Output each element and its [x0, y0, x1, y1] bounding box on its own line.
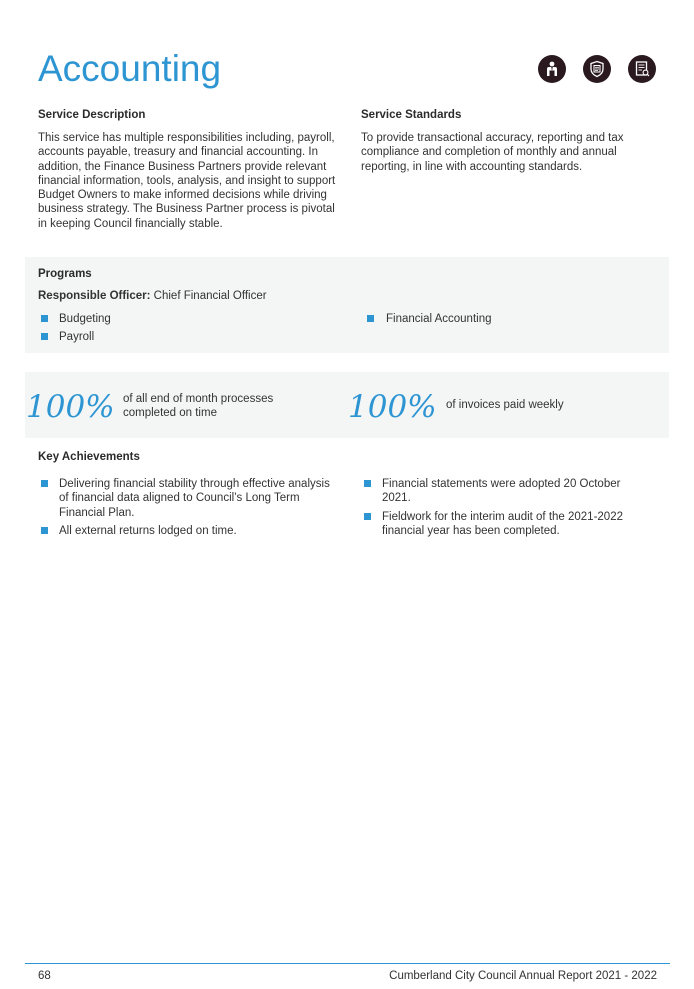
shield-document-icon: [583, 55, 611, 83]
list-item: Financial statements were adopted 20 October 2021.: [361, 477, 651, 506]
list-item: Fieldwork for the interim audit of the 2021-2022 financial year has been completed.: [361, 510, 651, 539]
service-icons: [538, 55, 656, 83]
service-description-heading: Service Description: [38, 109, 146, 121]
programs-right-list: [361, 312, 644, 330]
list-item: All external returns lodged on time.: [38, 524, 333, 538]
stat-value: 100%: [26, 389, 115, 425]
document-list-icon: [628, 55, 656, 83]
bullet-square-icon: [41, 333, 48, 340]
list-item: Delivering financial stability through effective analysis of financial data aligned to Council’s Long Term Financial Plan.: [38, 477, 333, 520]
service-standards-text: To provide transactional accuracy, reporting and tax compliance and completion of monthly and annual reporting, in line with accounting standards.: [361, 132, 624, 173]
key-achievements-heading: Key Achievements: [38, 451, 140, 463]
service-description-text: This service has multiple responsibilities including, payroll, accounts payable, treasury and financial accounting. In addition, the Finance Business Partners provide relevant financial information, tools, analysis, and insight to support Budget Owners to make informed decisions while driving business strategy. The Business Partner process is pivotal in keeping Council financially stable.: [38, 132, 336, 230]
achievements-right-list: [361, 477, 651, 542]
responsible-officer: [38, 289, 267, 303]
bullet-square-icon: [41, 315, 48, 322]
programs-heading: Programs: [38, 268, 92, 280]
achievements-left-list: [38, 477, 333, 542]
person-icon: [538, 55, 566, 83]
bullet-square-icon: [364, 480, 371, 487]
footer-divider: [25, 963, 670, 964]
bullet-square-icon: [364, 513, 371, 520]
bullet-square-icon: [367, 315, 374, 322]
responsible-officer-value: Chief Financial Officer: [153, 290, 267, 302]
list-item: Financial Accounting: [364, 312, 644, 326]
list-item: Payroll: [38, 330, 318, 344]
page-number: 68: [38, 970, 51, 982]
report-title: Cumberland City Council Annual Report 2021 - 2022: [389, 970, 657, 982]
bullet-square-icon: [41, 480, 48, 487]
list-item: Budgeting: [38, 312, 318, 326]
responsible-officer-label: Responsible Officer:: [38, 290, 151, 302]
stat-text: of all end of month processes completed on time: [123, 393, 274, 419]
service-standards-heading: Service Standards: [361, 109, 462, 121]
bullet-square-icon: [41, 527, 48, 534]
programs-left-list: [38, 312, 318, 349]
page-title: Accounting: [38, 48, 222, 89]
stat-value: 100%: [348, 389, 437, 425]
stat-text: of invoices paid weekly: [446, 399, 564, 411]
